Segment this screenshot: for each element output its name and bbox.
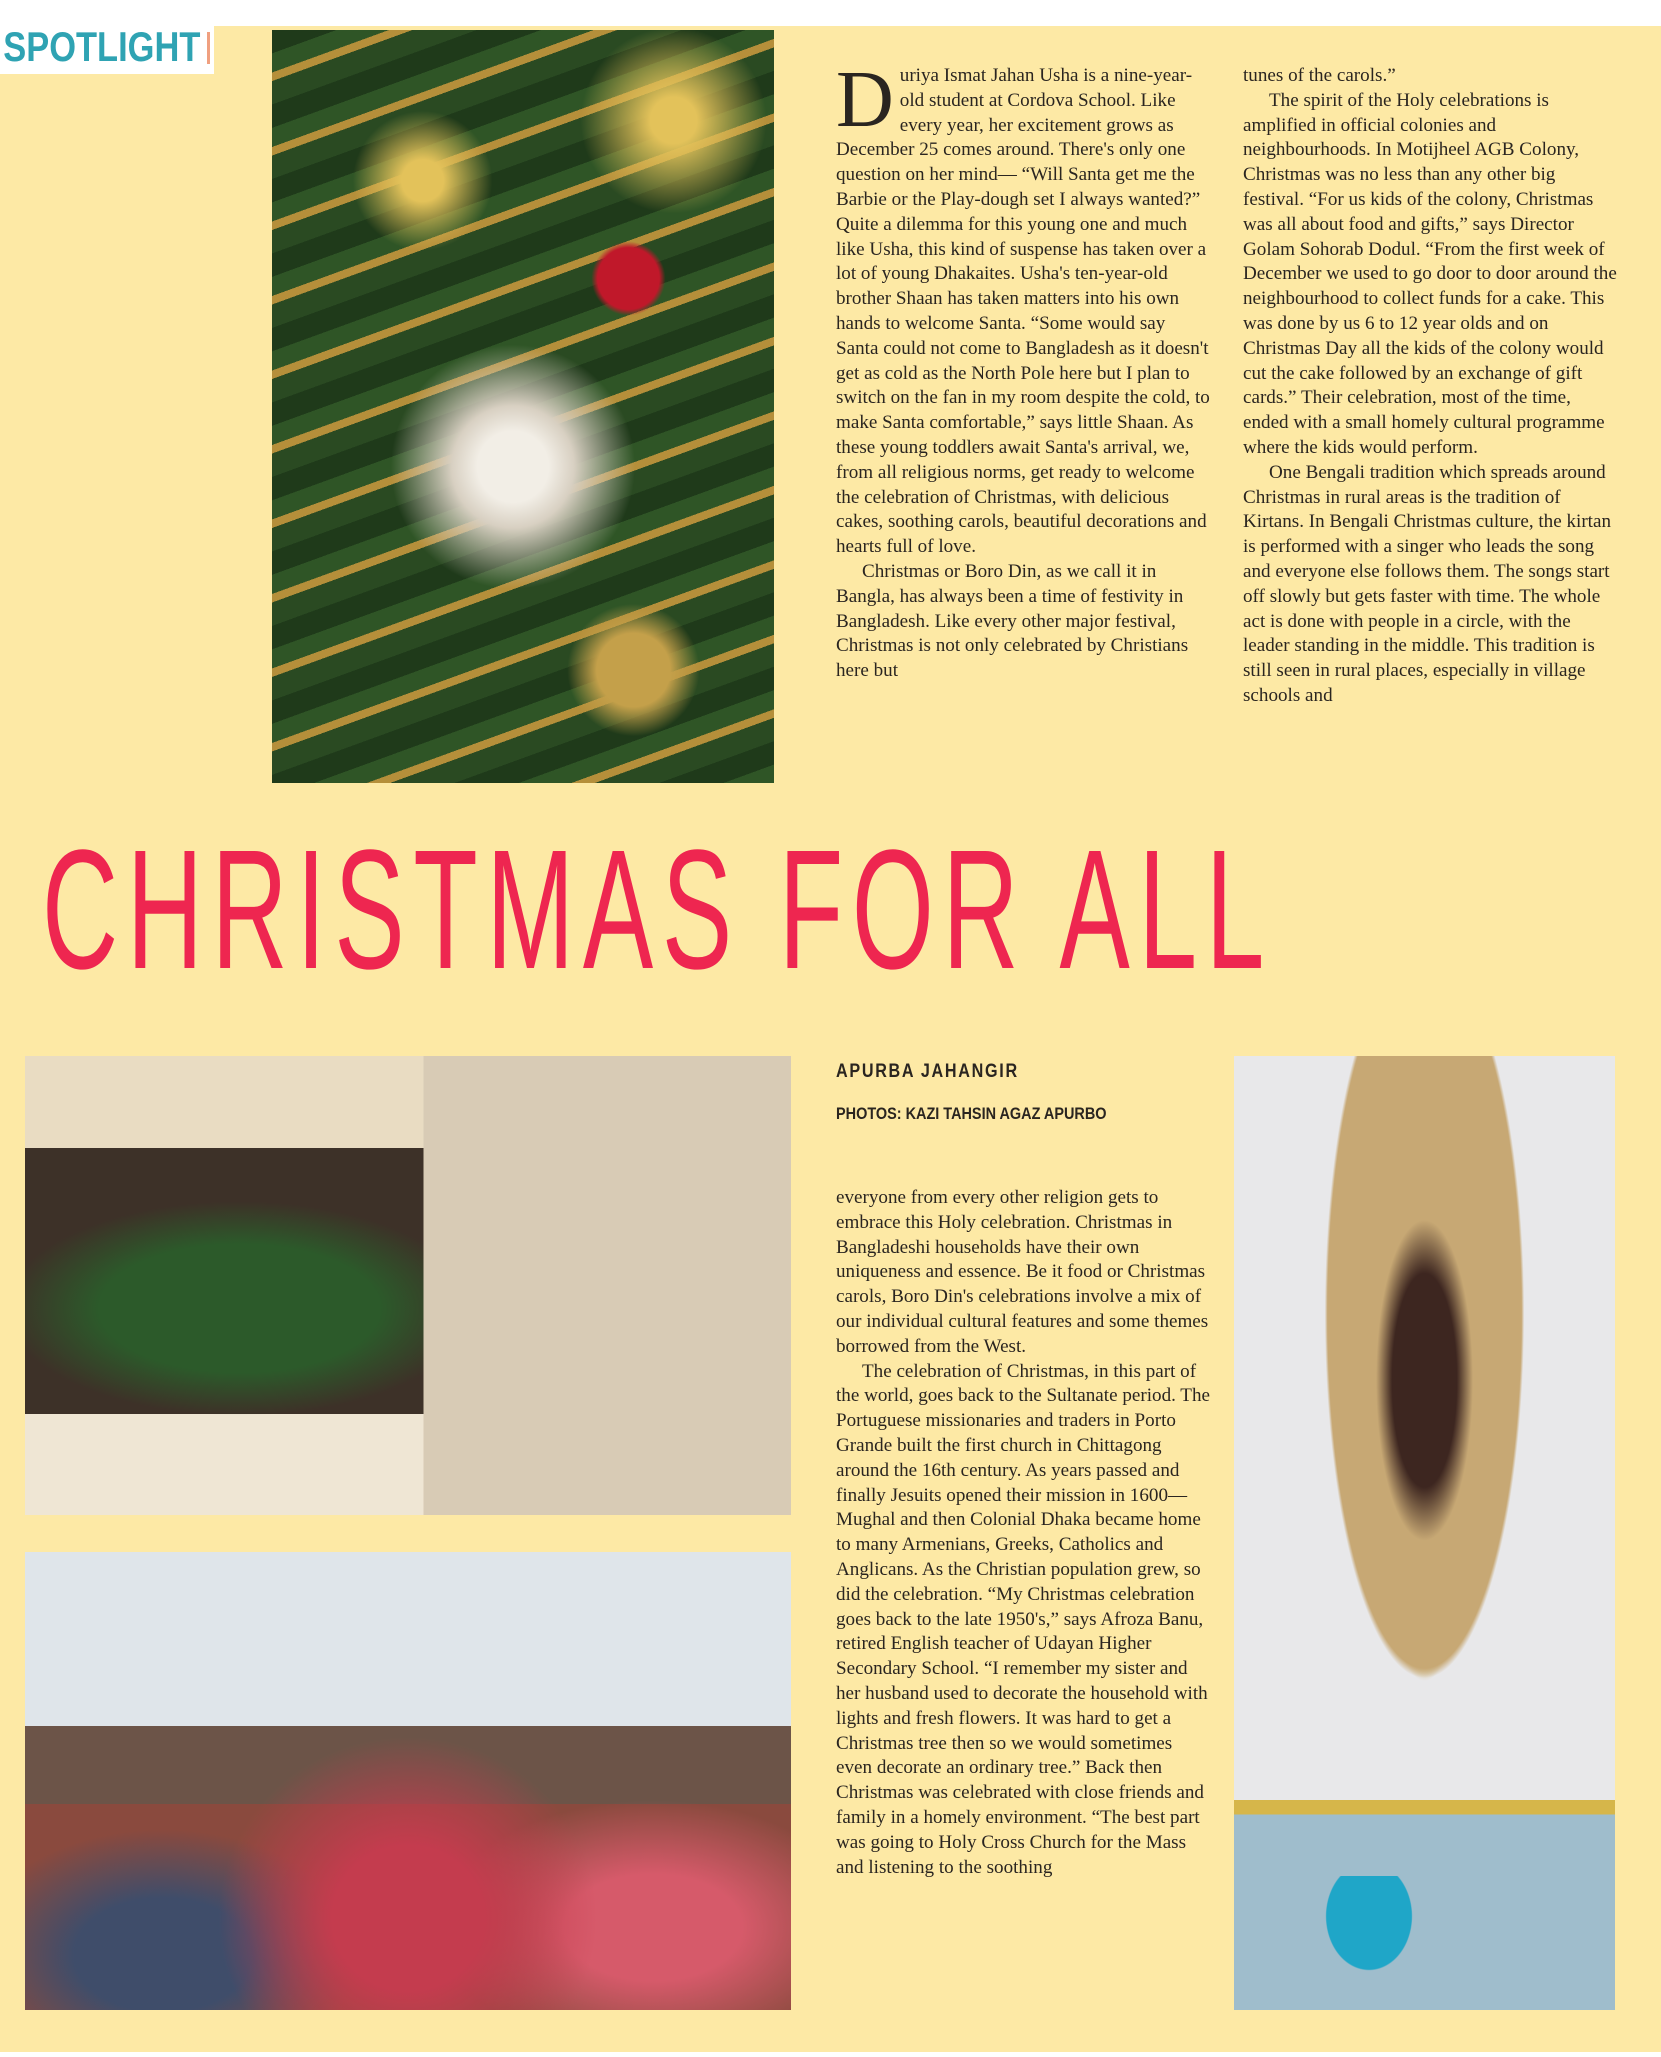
article-column-3 xyxy=(836,1186,1212,1880)
saint-statue-photo xyxy=(1234,1056,1615,2010)
paragraph: Christmas or Boro Din, as we call it in Bangla, has always been a time of festivity in Bangladesh. Like every other major festival, Christmas is not only celebrated by Christians here but xyxy=(836,560,1189,682)
paragraph: tunes of the carols.” xyxy=(1243,65,1396,86)
santa-ornament-photo xyxy=(272,30,774,783)
paragraph: uriya Ismat Jahan Usha is a nine-year-old student at Cordova School. Like every year, her excitement grows as December 25 comes around. There's only one question on her mind— “Will Santa get me the Barbie or the Play-dough set I always wanted?” Quite a dilemma for this young one and much like Usha, this kind of suspense has taken over a lot of young Dhakaites. Usha's ten-year-old brother Shaan has taken matters into his own hands to welcome Santa. “Some would say Santa could not come to Bangladesh as it doesn't get as cold as the North Pole here but I plan to switch on the fan in my room despite the cold, to make Santa comfortable,” says little Shaan. As these young toddlers await Santa's arrival, we, from all religious norms, get ready to welcome the celebration of Christmas, with delicious cakes, soothing carols, beautiful decorations and hearts full of love. xyxy=(836,65,1210,558)
girl-figure xyxy=(1294,1876,1444,2010)
article-column-2 xyxy=(1243,64,1621,709)
headline: CHRISTMAS FOR ALL xyxy=(42,815,1274,1005)
section-tag xyxy=(0,20,214,74)
section-label: SPOTLIGHT xyxy=(3,23,201,70)
mall-christmas-tree-photo xyxy=(25,1056,791,1515)
paragraph: One Bengali tradition which spreads around Christmas in rural areas is the tradition of Kirtans. In Bengali Christmas culture, the kirtan is performed with a singer who leads the song and everyone else follows them. The songs start off slowly but gets faster with time. The whole act is done with people in a circle, with the leader standing in the middle. This tradition is still seen in rural places, especially in village schools and xyxy=(1243,461,1612,706)
paragraph: everyone from every other religion gets to embrace this Holy celebration. Christmas in Bangladeshi households have their own uniqueness and essence. Be it food or Christmas carols, Boro Din's celebrations involve a mix of our individual cultural features and some themes borrowed from the West. xyxy=(836,1187,1209,1357)
church-congregation-photo xyxy=(25,1552,791,2010)
byline: APURBA JAHANGIR xyxy=(836,1061,1019,1082)
photo-credit: PHOTOS: KAZI TAHSIN AGAZ APURBO xyxy=(836,1104,1107,1123)
paragraph: The celebration of Christmas, in this part of the world, goes back to the Sultanate period. The Portuguese missionaries and traders in Porto Grande built the first church in Chittagong around the 16th century. As years passed and finally Jesuits opened their mission in 1600—Mughal and then Colonial Dhaka became home to many Armenians, Greeks, Catholics and Anglicans. As the Christian population grew, so did the celebration. “My Christmas celebration goes back to the late 1950's,” says Afroza Banu, retired English teacher of Udayan Higher Secondary School. “I remember my sister and her husband used to decorate the household with lights and fresh flowers. It was hard to get a Christmas tree then so we would sometimes even decorate an ordinary tree.” Back then Christmas was celebrated with close friends and family in a homely environment. “The best part was going to Holy Cross Church for the Mass and listening to the soothing xyxy=(836,1360,1210,1878)
article-column-1 xyxy=(836,56,1212,684)
drop-cap: D xyxy=(836,56,894,144)
paragraph: The spirit of the Holy celebrations is amplified in official colonies and neighbourhoods. In Motijheel AGB Colony, Christmas was no less than any other big festival. “For us kids of the colony, Christmas was all about food and gifts,” says Director Golam Sohorab Dodul. “From the first week of December we used to go door to door around the neighbourhood to collect funds for a cake. This was done by us 6 to 12 year olds and on Christmas Day all the kids of the colony would cut the cake followed by an exchange of gift cards.” Their celebration, most of the time, ended with a small homely cultural programme where the kids would perform. xyxy=(1243,89,1617,458)
section-divider xyxy=(207,32,210,64)
